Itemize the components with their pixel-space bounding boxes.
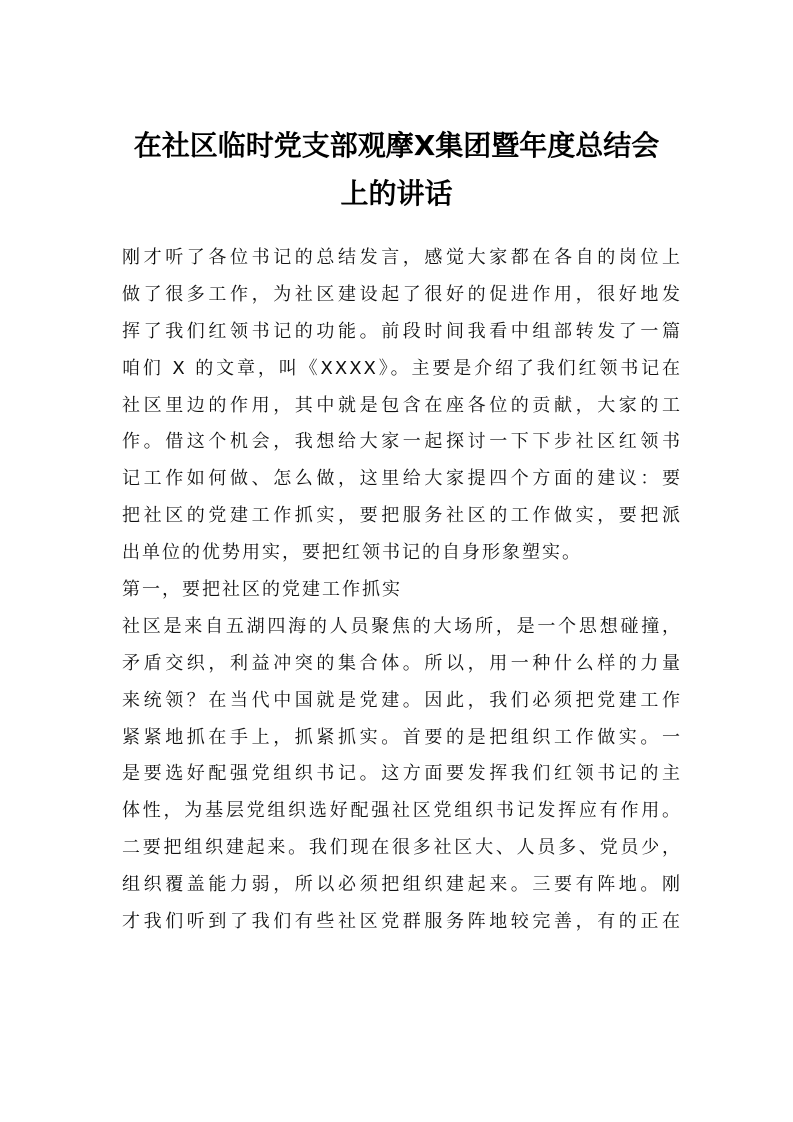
body-line: 记工作如何做、怎么做，这里给大家提四个方面的建议：要 — [122, 468, 682, 490]
body-line: 社区里边的作用，其中就是包含在座各位的贡献，大家的工 — [122, 394, 682, 416]
body-line: 刚才听了各位书记的总结发言，感觉大家都在各自的岗位上 — [122, 247, 682, 268]
document-body — [122, 240, 682, 941]
body-line: 二要把组织建起来。我们现在很多社区大、人员多、党员少， — [122, 837, 682, 859]
body-line: 组织覆盖能力弱，所以必须把组织建起来。三要有阵地。刚 — [122, 874, 682, 896]
body-line: 作。借这个机会，我想给大家一起探讨一下下步社区红领书 — [122, 431, 682, 453]
body-line: 出单位的优势用实，要把红领书记的自身形象塑实。 — [122, 542, 582, 564]
body-line: 来统领？在当代中国就是党建。因此，我们必须把党建工作 — [122, 689, 682, 711]
body-line: 把社区的党建工作抓实，要把服务社区的工作做实，要把派 — [122, 505, 682, 527]
section-heading: 第一，要把社区的党建工作抓实 — [122, 579, 402, 601]
body-line: 紧紧地抓在手上，抓紧抓实。首要的是把组织工作做实。一 — [122, 726, 682, 748]
body-line: 是要选好配强党组织书记。这方面要发挥我们红领书记的主 — [122, 763, 682, 785]
body-line: 咱们 X 的文章，叫《XXXX》。主要是介绍了我们红领书记在 — [122, 357, 682, 379]
body-line: 才我们听到了我们有些社区党群服务阵地较完善，有的正在 — [122, 911, 682, 933]
title-line-2: 上的讲话 — [340, 177, 453, 210]
title-line-1: 在社区临时党支部观摩X集团暨年度总结会 — [133, 129, 660, 162]
body-line: 挥了我们红领书记的功能。前段时间我看中组部转发了一篇 — [122, 320, 682, 342]
body-line: 矛盾交织，利益冲突的集合体。所以，用一种什么样的力量 — [122, 652, 682, 674]
body-line: 体性，为基层党组织选好配强社区党组织书记发挥应有作用。 — [122, 800, 682, 822]
document-title — [110, 122, 683, 218]
body-line: 做了很多工作，为社区建设起了很好的促进作用，很好地发 — [122, 283, 682, 305]
body-line: 社区是来自五湖四海的人员聚焦的大场所，是一个思想碰撞， — [122, 615, 682, 637]
